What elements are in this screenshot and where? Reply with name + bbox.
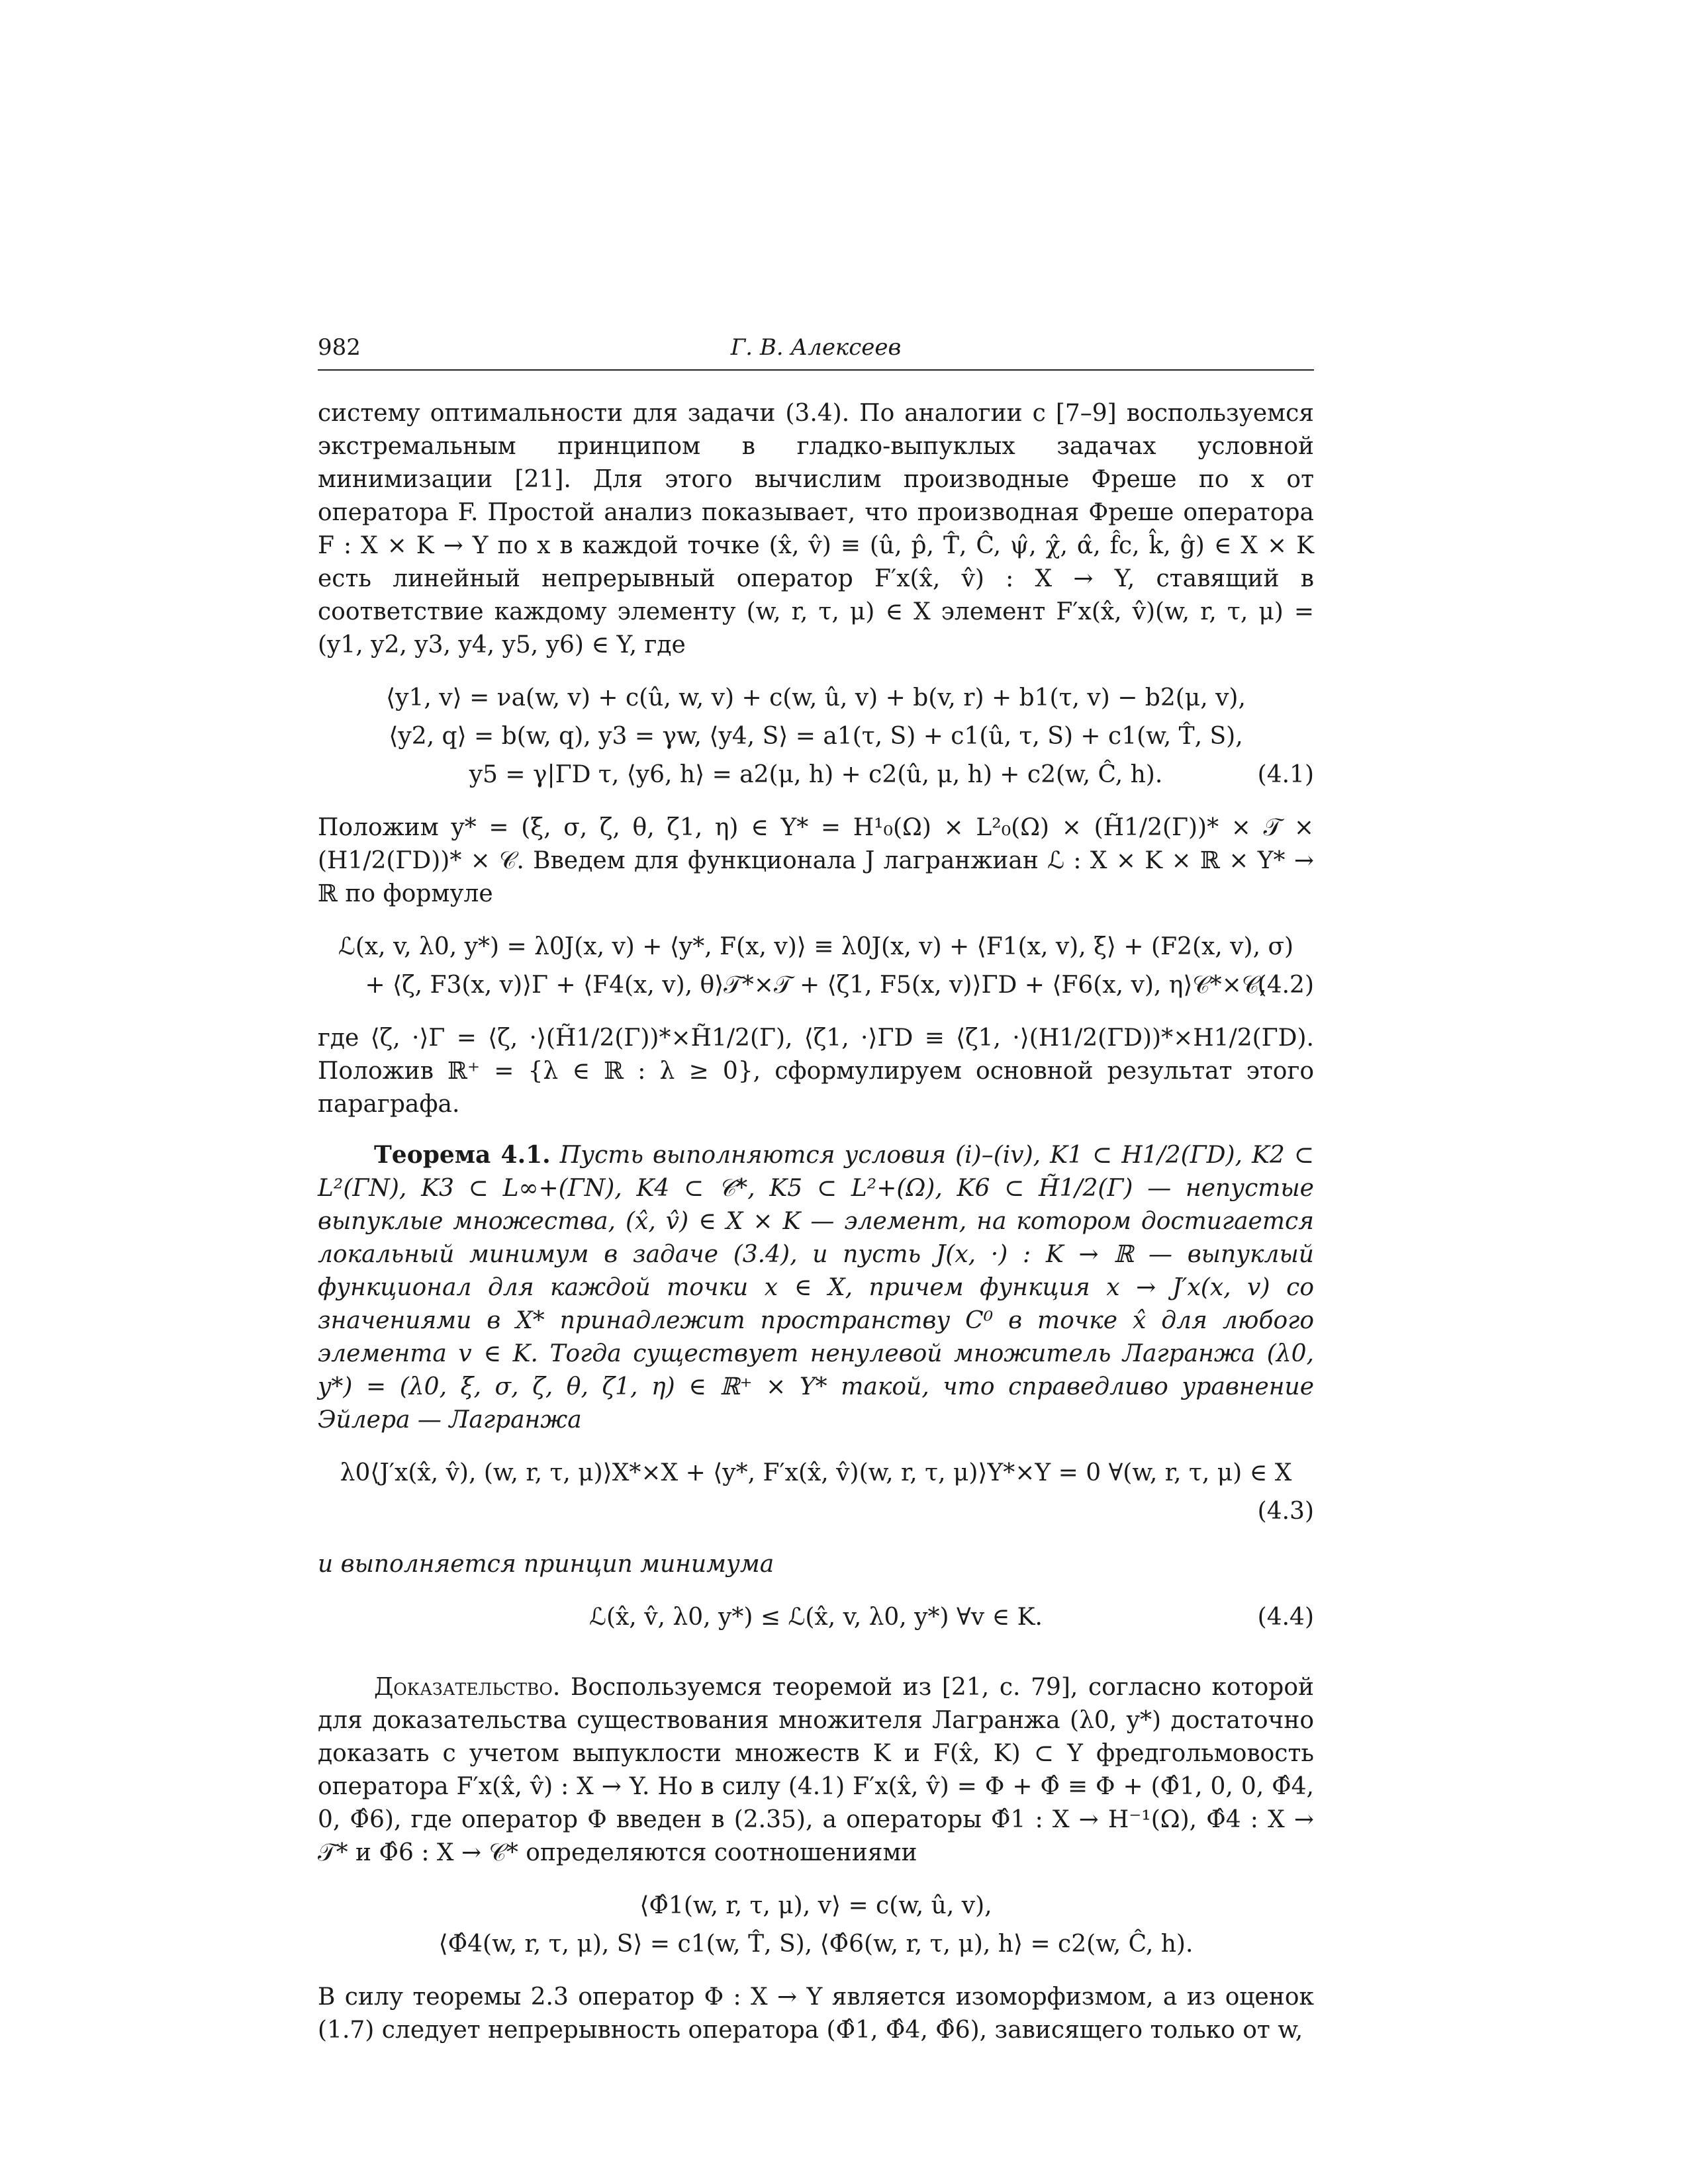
proof-body: Воспользуемся теоремой из [21, с. 79], согласно которой для доказательства существования множителя Лагранжа (λ0, y*) достаточно доказать с учетом выпуклости множеств K и F(x̂, K) ⊂ Y фредгольмовость оператора F′x(x̂, v̂) : X → Y. Но в силу (4.1) F′x(x̂, v̂) = Φ + Φ̂ ≡ Φ + (Φ̂1, 0, 0, Φ̂4, 0, Φ̂6), где оператор Φ введен в (2.35), а операторы Φ̂1 : X → H⁻¹(Ω), Φ̂4 : X → 𝒯* и Φ̂6 : X → 𝒞* определяются соотношениями: [318, 1674, 1314, 1866]
running-author: Г. В. Алексеев: [730, 334, 902, 361]
equation-4-1-line-3: [318, 756, 1314, 794]
theorem-4-1: [318, 1138, 1314, 1437]
equation-number-4-1: (4.1): [1257, 761, 1314, 788]
header-rule: [318, 369, 1314, 371]
paragraph-2: Положим y* = (ξ, σ, ζ, θ, ζ1, η) ∈ Y* = H¹₀(Ω) × L²₀(Ω) × (H̃1/2(Γ))* × 𝒯 × (H1/2(ΓD))* × 𝒞. Введем для функционала J лагранжиан ℒ : X × K × ℝ × Y* → ℝ по формуле: [318, 814, 1314, 907]
equation-4-4-line: [318, 1598, 1314, 1637]
theorem-heading: Теорема 4.1.: [374, 1141, 551, 1169]
equation-4-2-line-2: [318, 966, 1314, 1005]
theorem-body: Пусть выполняются условия (i)–(iv), K1 ⊂ H1/2(ΓD), K2 ⊂ L²(ΓN), K3 ⊂ L∞+(ΓN), K4 ⊂ 𝒞*, K5 ⊂ L²+(Ω), K6 ⊂ H̃1/2(Γ) — непустые выпуклые множества, (x̂, v̂) ∈ X × K — элемент, на котором достигается локальный минимум в задаче (3.4), и пусть J(x, ·) : K → ℝ — выпуклый функционал для каждой точки x ∈ X, причем функция x → J′x(x, v) со значениями в X* принадлежит пространству C⁰ в точке x̂ для любого элемента v ∈ K. Тогда существует ненулевой множитель Лагранжа (λ0, y*) = (λ0, ξ, σ, ζ, θ, ζ1, η) ∈ ℝ⁺ × Y* такой, что справедливо уравнение Эйлера — Лагранжа: [318, 1142, 1315, 1433]
equation-4-2-line-2-text: + ⟨ζ, F3(x, v)⟩Γ + ⟨F4(x, v), θ⟩𝒯*×𝒯 + ⟨ζ1, F5(x, v)⟩ΓD + ⟨F6(x, v), η⟩𝒞*×𝒞,: [365, 972, 1267, 999]
equation-4-1-line-2: ⟨y2, q⟩ = b(w, q), y3 = γw, ⟨y4, S⟩ = a1(τ, S) + c1(û, τ, S) + c1(w, T̂, S),: [389, 723, 1243, 750]
equation-phi-line-1: ⟨Φ̂1(w, r, τ, μ), v⟩ = c(w, û, v),: [639, 1892, 992, 1919]
equation-4-4-text: ℒ(x̂, v̂, λ0, y*) ≤ ℒ(x̂, v, λ0, y*) ∀v ∈ K.: [589, 1604, 1043, 1631]
equation-4-1-line-1: ⟨y1, v⟩ = νa(w, v) + c(û, w, v) + c(w, û, v) + b(v, r) + b1(τ, v) − b2(μ, v),: [386, 684, 1246, 711]
paragraph-4: и выполняется принцип минимума: [318, 1551, 774, 1578]
proof-heading: Доказательство.: [374, 1674, 561, 1701]
equation-number-4-4: (4.4): [1257, 1604, 1314, 1631]
equation-phi: [318, 1887, 1314, 1964]
equation-4-3-text: λ0⟨J′x(x̂, v̂), (w, r, τ, μ)⟩X*×X + ⟨y*, F′x(x̂, v̂)(w, r, τ, μ)⟩Y*×Y = 0 ∀(w, r, τ, μ) ∈ X: [340, 1459, 1292, 1486]
equation-4-2-line-1: ℒ(x, v, λ0, y*) = λ0J(x, v) + ⟨y*, F(x, v)⟩ ≡ λ0J(x, v) + ⟨F1(x, v), ξ⟩ + (F2(x, v), σ): [338, 933, 1294, 960]
proof: [318, 1671, 1314, 1870]
equation-number-4-2: (4.2): [1257, 972, 1314, 999]
paragraph-5: В силу теоремы 2.3 оператор Φ : X → Y является изоморфизмом, а из оценок (1.7) следует непрерывность оператора (Φ̂1, Φ̂4, Φ̂6), зависящего только от w,: [318, 1983, 1314, 2044]
paragraph-3: где ⟨ζ, ·⟩Γ = ⟨ζ, ·⟩(H̃1/2(Γ))*×H̃1/2(Γ), ⟨ζ1, ·⟩ΓD ≡ ⟨ζ1, ·⟩(H1/2(ΓD))*×H1/2(ΓD). Положив ℝ⁺ = {λ ∈ ℝ : λ ≥ 0}, сформулируем основной результат этого параграфа.: [318, 1024, 1314, 1118]
equation-4-2: [318, 928, 1314, 1005]
page-body: [318, 397, 1314, 2047]
running-header: [318, 334, 1314, 366]
equation-phi-line-2: ⟨Φ̂4(w, r, τ, μ), S⟩ = c1(w, T̂, S), ⟨Φ̂6(w, r, τ, μ), h⟩ = c2(w, Ĉ, h).: [438, 1931, 1194, 1958]
equation-4-1: [318, 679, 1314, 794]
equation-4-3: [318, 1454, 1314, 1531]
equation-4-4: [318, 1598, 1314, 1637]
page-number: 982: [318, 334, 361, 361]
equation-4-1-line-3-text: y5 = γ|ΓD τ, ⟨y6, h⟩ = a2(μ, h) + c2(û, μ, h) + c2(w, Ĉ, h).: [469, 761, 1163, 788]
paragraph-1: систему оптимальности для задачи (3.4). По аналогии с [7–9] воспользуемся экстремальным принципом в гладко-выпуклых задачах условной минимизации [21]. Для этого вычислим производные Фреше по x от оператора F. Простой анализ показывает, что производная Фреше оператора F : X × K → Y по x в каждой точке (x̂, v̂) ≡ (û, p̂, T̂, Ĉ, ψ̂, χ̂, α̂, f̂c, k̂, ĝ) ∈ X × K есть линейный непрерывный оператор F′x(x̂, v̂) : X → Y, ставящий в соответствие каждому элементу (w, r, τ, μ) ∈ X элемент F′x(x̂, v̂)(w, r, τ, μ) = (y1, y2, y3, y4, y5, y6) ∈ Y, где: [318, 400, 1314, 659]
page: [318, 334, 1315, 2044]
equation-number-4-3: (4.3): [1257, 1498, 1314, 1525]
